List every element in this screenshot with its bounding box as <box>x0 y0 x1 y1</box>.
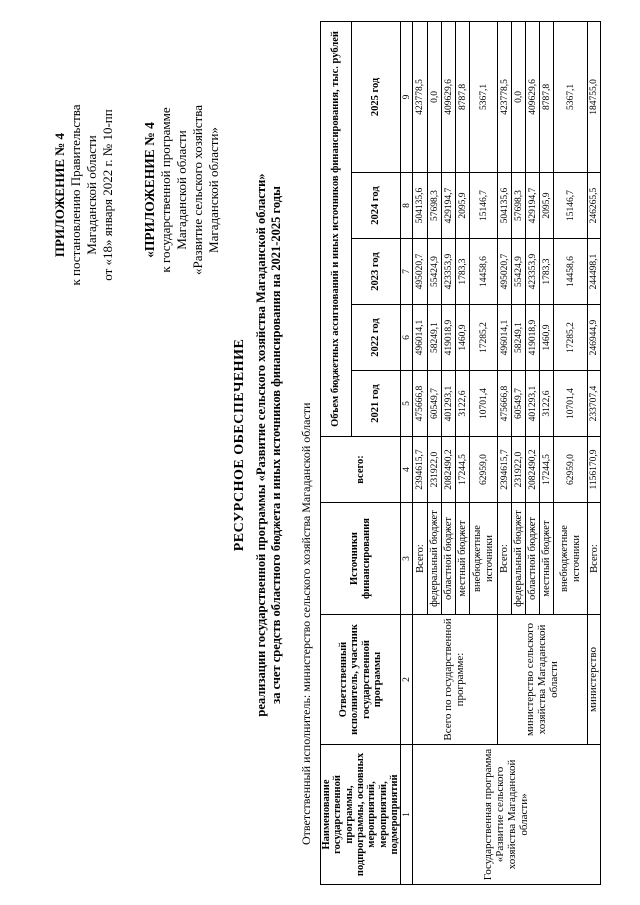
executor-cell-ministry-short: министерство <box>588 615 601 745</box>
value-cell: 409629,6 <box>442 21 456 172</box>
decree-header-line: Магаданской области <box>83 135 99 255</box>
value-cell: 57698,3 <box>428 173 442 239</box>
source-cell: федеральный бюджет <box>428 503 442 615</box>
col-number: 9 <box>401 21 413 172</box>
source-cell: федеральный бюджет <box>512 503 526 615</box>
source-cell: местный бюджет <box>540 503 554 615</box>
document-title <box>232 75 284 815</box>
value-cell: 1460,9 <box>456 305 470 371</box>
value-cell: 1156170,9 <box>588 437 601 503</box>
col-header-2022: 2022 год <box>351 305 400 371</box>
executor-cell-ministry: министерство сельского хозяйства Магаданской области <box>498 615 588 745</box>
value-cell: 246265,5 <box>588 173 601 239</box>
value-cell: 2082490,2 <box>526 437 540 503</box>
source-cell: областной бюджет <box>442 503 456 615</box>
col-number: 5 <box>401 371 413 437</box>
value-cell: 475666,8 <box>413 371 428 437</box>
decree-header-title: ПРИЛОЖЕНИЕ № 4 <box>52 132 67 258</box>
col-header-2023: 2023 год <box>351 239 400 305</box>
value-cell: 2394615,7 <box>498 437 512 503</box>
value-cell: 15146,7 <box>470 173 498 239</box>
value-cell: 3122,6 <box>456 371 470 437</box>
source-cell: Всего: <box>588 503 601 615</box>
col-number: 4 <box>401 437 413 503</box>
value-cell: 423778,5 <box>498 21 512 172</box>
value-cell: 495020,7 <box>498 239 512 305</box>
col-header-executor: Ответственный исполнитель, участник государственной программы <box>321 615 401 745</box>
value-cell: 231922,0 <box>512 437 526 503</box>
appendix-header-line: к государственной программе <box>158 107 174 273</box>
value-cell: 409629,6 <box>526 21 540 172</box>
value-cell: 55424,9 <box>428 239 442 305</box>
value-cell: 504135,6 <box>413 173 428 239</box>
value-cell: 17285,2 <box>470 305 498 371</box>
value-cell: 5367,1 <box>470 21 498 172</box>
col-header-total: всего: <box>321 437 401 503</box>
source-cell: местный бюджет <box>456 503 470 615</box>
document-title-line: реализации государственной программы «Развитие сельского хозяйства Магаданской области» <box>253 173 268 717</box>
appendix-header-line: Магаданской области» <box>206 127 222 253</box>
value-cell: 60549,7 <box>428 371 442 437</box>
value-cell: 62959,0 <box>554 437 588 503</box>
value-cell: 8787,8 <box>540 21 554 172</box>
value-cell: 14458,6 <box>470 239 498 305</box>
value-cell: 0,0 <box>512 21 526 172</box>
value-cell: 429194,7 <box>442 173 456 239</box>
source-cell: внебюджетные источники <box>554 503 588 615</box>
value-cell: 2095,9 <box>540 173 554 239</box>
value-cell: 2095,9 <box>456 173 470 239</box>
value-cell: 429194,7 <box>526 173 540 239</box>
value-cell: 504135,6 <box>498 173 512 239</box>
value-cell: 0,0 <box>428 21 442 172</box>
source-cell: Всего: <box>413 503 428 615</box>
program-name-cell: Государственная программа «Развитие сельского хозяйства Магаданской области» <box>413 745 601 885</box>
value-cell: 62959,0 <box>470 437 498 503</box>
value-cell: 17244,5 <box>540 437 554 503</box>
resource-table <box>320 21 601 885</box>
col-number: 6 <box>401 305 413 371</box>
col-header-source: Источники финансирования <box>321 503 401 615</box>
document-title-line: за счет средств областного бюджета и иных источников финансирования на 2021-2025 годы <box>268 186 283 704</box>
responsible-executor: Ответственный исполнитель: министерство сельского хозяйства Магаданской области <box>299 402 313 845</box>
value-cell: 419018,9 <box>526 305 540 371</box>
decree-header <box>52 30 115 360</box>
col-header-2021: 2021 год <box>351 371 400 437</box>
decree-header-date: от «18» января 2022 г. № 10-пп <box>99 109 115 281</box>
executor-cell-total: Всего по государственной программе: <box>413 615 498 745</box>
value-cell: 60549,7 <box>512 371 526 437</box>
value-cell: 58249,1 <box>428 305 442 371</box>
value-cell: 15146,7 <box>554 173 588 239</box>
col-number: 1 <box>401 745 413 885</box>
value-cell: 246944,9 <box>588 305 601 371</box>
col-number: 2 <box>401 615 413 745</box>
value-cell: 14458,6 <box>554 239 588 305</box>
value-cell: 57698,3 <box>512 173 526 239</box>
appendix-header-title: «ПРИЛОЖЕНИЕ № 4 <box>142 122 157 258</box>
value-cell: 401293,1 <box>442 371 456 437</box>
source-cell: Всего: <box>498 503 512 615</box>
value-cell: 1783,3 <box>540 239 554 305</box>
value-cell: 244498,1 <box>588 239 601 305</box>
value-cell: 17244,5 <box>456 437 470 503</box>
value-cell: 496014,1 <box>413 305 428 371</box>
value-cell: 419018,9 <box>442 305 456 371</box>
source-cell: внебюджетные источники <box>470 503 498 615</box>
appendix-header-line: Магаданской области <box>174 130 190 250</box>
value-cell: 2082490,2 <box>442 437 456 503</box>
document-title-main: РЕСУРСНОЕ ОБЕСПЕЧЕНИЕ <box>232 338 247 552</box>
value-cell: 423353,9 <box>442 239 456 305</box>
appendix-header-line: «Развитие сельского хозяйства <box>190 105 206 275</box>
value-cell: 1783,3 <box>456 239 470 305</box>
value-cell: 1460,9 <box>540 305 554 371</box>
source-cell: областной бюджет <box>526 503 540 615</box>
value-cell: 475666,8 <box>498 371 512 437</box>
appendix-header <box>142 30 222 350</box>
value-cell: 3122,6 <box>540 371 554 437</box>
value-cell: 55424,9 <box>512 239 526 305</box>
value-cell: 495020,7 <box>413 239 428 305</box>
value-cell: 5367,1 <box>554 21 588 172</box>
value-cell: 233707,4 <box>588 371 601 437</box>
value-cell: 17285,2 <box>554 305 588 371</box>
col-header-2024: 2024 год <box>351 173 400 239</box>
col-header-2025: 2025 год <box>351 21 400 172</box>
value-cell: 423778,5 <box>413 21 428 172</box>
col-header-name: Наименование государственной программы, подпрограммы, основных мероприятий, мероприятий, подмероприятий <box>321 745 401 885</box>
col-number: 7 <box>401 239 413 305</box>
col-number-row <box>401 21 413 884</box>
value-cell: 58249,1 <box>512 305 526 371</box>
value-cell: 496014,1 <box>498 305 512 371</box>
value-cell: 423353,9 <box>526 239 540 305</box>
decree-header-line: к постановлению Правительства <box>67 104 83 286</box>
col-header-funding-group: Объем бюджетных ассигнований и иных источников финансирования, тыс. рублей <box>321 21 352 436</box>
value-cell: 10701,4 <box>470 371 498 437</box>
col-number: 8 <box>401 173 413 239</box>
value-cell: 231922,0 <box>428 437 442 503</box>
value-cell: 184755,0 <box>588 21 601 172</box>
value-cell: 401293,1 <box>526 371 540 437</box>
col-number: 3 <box>401 503 413 615</box>
value-cell: 8787,8 <box>456 21 470 172</box>
value-cell: 2394615,7 <box>413 437 428 503</box>
value-cell: 10701,4 <box>554 371 588 437</box>
table-row <box>413 21 428 884</box>
